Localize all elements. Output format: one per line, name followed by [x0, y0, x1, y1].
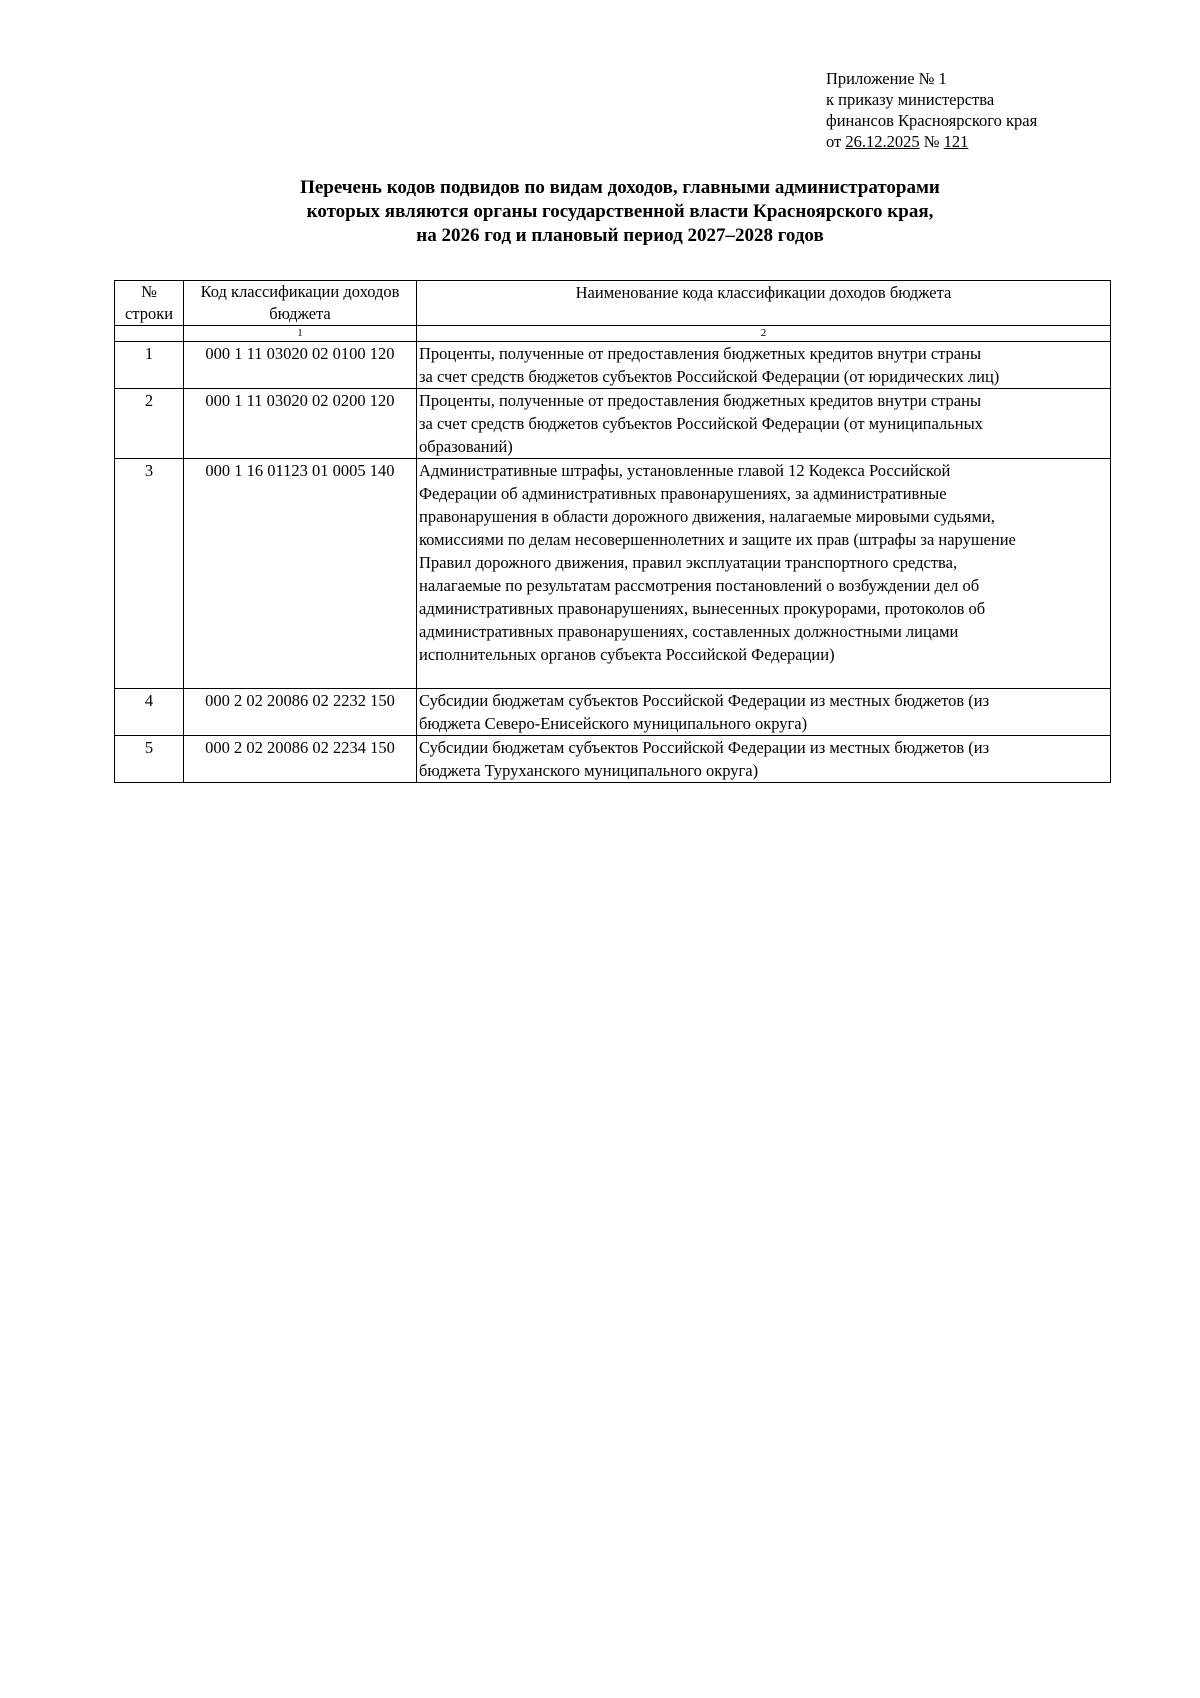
income-name-cell — [417, 389, 1111, 459]
income-name-line: за счет средств бюджетов субъектов Российской Федерации (от муниципальных — [419, 414, 983, 433]
row-number-cell: 5 — [115, 736, 184, 783]
income-name-line: бюджета Северо-Енисейского муниципального округа) — [419, 714, 808, 733]
header-code-line-2: бюджета — [269, 304, 331, 323]
annex-number: 121 — [943, 132, 969, 151]
row-number-cell: 2 — [115, 389, 184, 459]
row-number-cell: 4 — [115, 689, 184, 736]
index-cell-code: 1 — [184, 326, 417, 342]
row-number-cell: 3 — [115, 459, 184, 689]
table-row — [115, 389, 1111, 459]
income-name-line: Субсидии бюджетам субъектов Российской Федерации из местных бюджетов (из — [419, 738, 990, 757]
title-line-3: на 2026 год и плановый период 2027–2028 годов — [416, 225, 824, 246]
income-name-cell — [417, 459, 1111, 689]
income-name-cell — [417, 689, 1111, 736]
annex-line-3: финансов Красноярского края — [826, 111, 1038, 130]
table-row — [115, 689, 1111, 736]
income-name-line: административных правонарушениях, вынесенных прокурорами, протоколов об — [419, 599, 986, 618]
income-codes-table — [114, 280, 1111, 783]
header-name: Наименование кода классификации доходов бюджета — [417, 281, 1111, 326]
row-number-cell: 1 — [115, 342, 184, 389]
annex-line-1: Приложение № 1 — [826, 69, 947, 88]
income-name-line: за счет средств бюджетов субъектов Российской Федерации (от юридических лиц) — [419, 367, 1000, 386]
header-code-line-1: Код классификации доходов — [200, 282, 400, 301]
table-row — [115, 342, 1111, 389]
income-name-line: исполнительных органов субъекта Российской Федерации) — [419, 645, 835, 664]
index-cell-name: 2 — [417, 326, 1111, 342]
income-name-line: Административные штрафы, установленные главой 12 Кодекса Российской — [419, 461, 951, 480]
header-row-number-line-1: № — [141, 282, 157, 301]
annex-number-prefix: № — [919, 132, 944, 151]
annex-line-2: к приказу министерства — [826, 90, 995, 109]
annex-block — [826, 68, 1037, 152]
income-code-cell: 000 1 16 01123 01 0005 140 — [184, 459, 417, 689]
income-name-cell — [417, 342, 1111, 389]
income-name-line: комиссиями по делам несовершеннолетних и защите их прав (штрафы за нарушение — [419, 530, 1016, 549]
header-row-number-line-2: строки — [124, 304, 174, 323]
table-header-row — [115, 281, 1111, 326]
annex-date-prefix: от — [826, 132, 846, 151]
title-line-2: которых являются органы государственной власти Красноярского края, — [306, 201, 934, 222]
income-code-cell: 000 2 02 20086 02 2232 150 — [184, 689, 417, 736]
table-index-row — [115, 326, 1111, 342]
annex-line-4 — [826, 131, 1037, 152]
income-code-cell: 000 1 11 03020 02 0100 120 — [184, 342, 417, 389]
income-name-line: Субсидии бюджетам субъектов Российской Федерации из местных бюджетов (из — [419, 691, 990, 710]
index-cell-empty — [115, 326, 184, 342]
header-row-number — [115, 281, 184, 326]
income-name-line: Проценты, полученные от предоставления бюджетных кредитов внутри страны — [419, 344, 982, 363]
income-name-line: образований) — [419, 437, 513, 456]
income-name-line: административных правонарушениях, составленных должностными лицами — [419, 622, 959, 641]
income-name-line: Проценты, полученные от предоставления бюджетных кредитов внутри страны — [419, 391, 982, 410]
document-title — [100, 176, 1140, 248]
income-name-line: Федерации об административных правонарушениях, за административные — [419, 484, 947, 503]
income-name-cell — [417, 736, 1111, 783]
income-name-line: Правил дорожного движения, правил эксплуатации транспортного средства, — [419, 553, 958, 572]
income-code-cell: 000 1 11 03020 02 0200 120 — [184, 389, 417, 459]
table-row — [115, 459, 1111, 689]
title-line-1: Перечень кодов подвидов по видам доходов, главными администраторами — [300, 177, 940, 198]
table-row — [115, 736, 1111, 783]
table-body — [115, 342, 1111, 783]
income-name-line: правонарушения в области дорожного движения, налагаемые мировыми судьями, — [419, 507, 995, 526]
income-code-cell: 000 2 02 20086 02 2234 150 — [184, 736, 417, 783]
annex-date: 26.12.2025 — [845, 132, 920, 151]
header-code — [184, 281, 417, 326]
income-name-line: бюджета Туруханского муниципального округа) — [419, 761, 759, 780]
income-name-line: налагаемые по результатам рассмотрения постановлений о возбуждении дел об — [419, 576, 980, 595]
